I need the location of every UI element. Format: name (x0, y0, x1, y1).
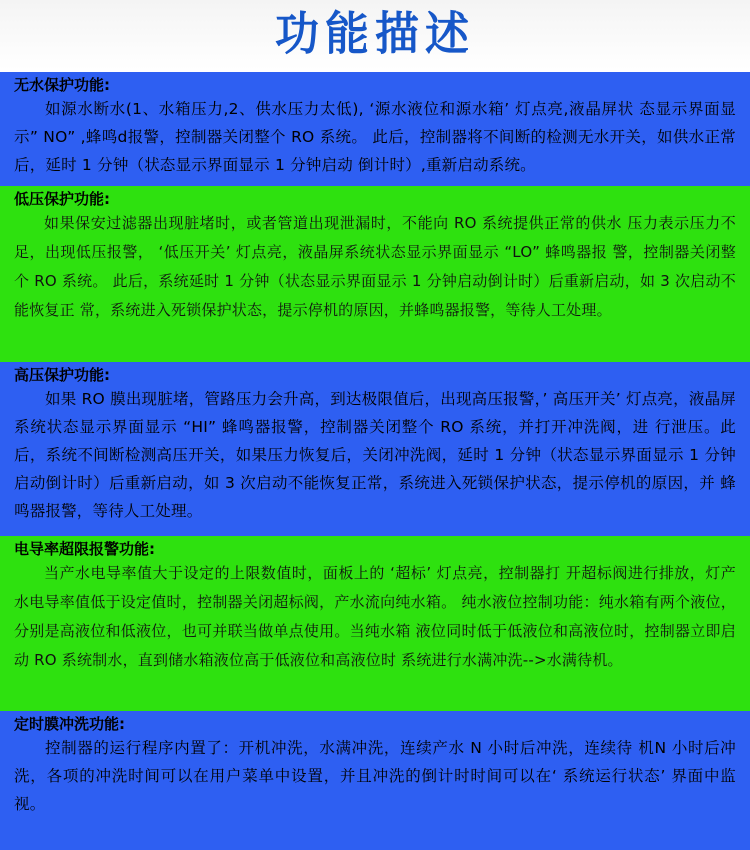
section-high-pressure-protection (0, 362, 750, 536)
page-title: 功能描述 (275, 7, 475, 62)
section-body: 如果 RO 膜出现脏堵，管路压力会升高，到达极限值后，出现高压报警，’ 高压开关’ 灯点亮，液晶屏系统状态显示界面显示 “HI” 蜂鸣器报警，控制器关闭整个 RO 系统，并打开冲洗阀，进 行泄压。此后，系统不间断检测高压开关，如果压力恢复后，关闭冲洗阀，延时 1 分钟（状态显示界面显示 1 分钟启动倒计时）后重新启动，如 3 次启动不能恢复正常，系统进入死锁保护状态，提示停机的原因，并 蜂鸣器报警，等待人工处理。 (14, 390, 736, 520)
section-no-water-protection (0, 72, 750, 186)
section-body: 如源水断水(1、水箱压力,2、供水压力太低), ‘源水液位和源水箱’ 灯点亮,液晶屏状 态显示界面显示” NO” ,蜂鸣d报警，控制器关闭整个 RO 系统。 此后，控制器将不间断的检测无水开关，如供水正常后，延时 1 分钟（状态显示界面显示 1 分钟启动 倒计时）,重新启动系统。 (14, 100, 736, 174)
section-low-pressure-protection (0, 186, 750, 362)
section-heading: 定时膜冲洗功能: (14, 715, 125, 733)
title-bar (0, 0, 750, 70)
section-body: 如果保安过滤器出现脏堵时，或者管道出现泄漏时，不能向 RO 系统提供正常的供水 压力表示压力不足，出现低压报警， ‘低压开关’ 灯点亮，液晶屏系统状态显示界面显示 “LO” 蜂鸣器报 警，控制器关闭整个 RO 系统。 此后，系统延时 1 分钟（状态显示界面显示 1 分钟启动倒计时）后重新启动，如 3 次启动不能恢复正 常，系统进入死锁保护状态，提示停机的原因，并蜂鸣器报警，等待人工处理。 (14, 214, 737, 319)
section-conductivity-alarm (0, 536, 750, 711)
section-heading: 低压保护功能: (14, 190, 110, 208)
section-heading: 电导率超限报警功能: (14, 540, 155, 558)
section-heading: 无水保护功能: (14, 76, 110, 94)
section-body: 当产水电导率值大于设定的上限数值时，面板上的 ‘超标’ 灯点亮，控制器打 开超标阀进行排放，灯产水电导率值低于设定值时，控制器关闭超标阀，产水流向纯水箱。 纯水液位控制功能：纯水箱有两个液位，分别是高液位和低液位，也可并联当做单点使用。当纯水箱 液位同时低于低液位和高液位时，控制器立即启动 RO 系统制水，直到储水箱液位高于低液位和高液位时 系统进行水满冲洗-->水满待机。 (14, 564, 736, 669)
section-timed-membrane-flush (0, 711, 750, 850)
section-heading: 高压保护功能: (14, 366, 110, 384)
section-body: 控制器的运行程序内置了：开机冲洗，水满冲洗，连续产水 N 小时后冲洗，连续待 机N 小时后冲洗，各项的冲洗时间可以在用户菜单中设置，并且冲洗的倒计时时间可以在‘ 系统运行状态’ 界面中监视。 (14, 739, 736, 813)
